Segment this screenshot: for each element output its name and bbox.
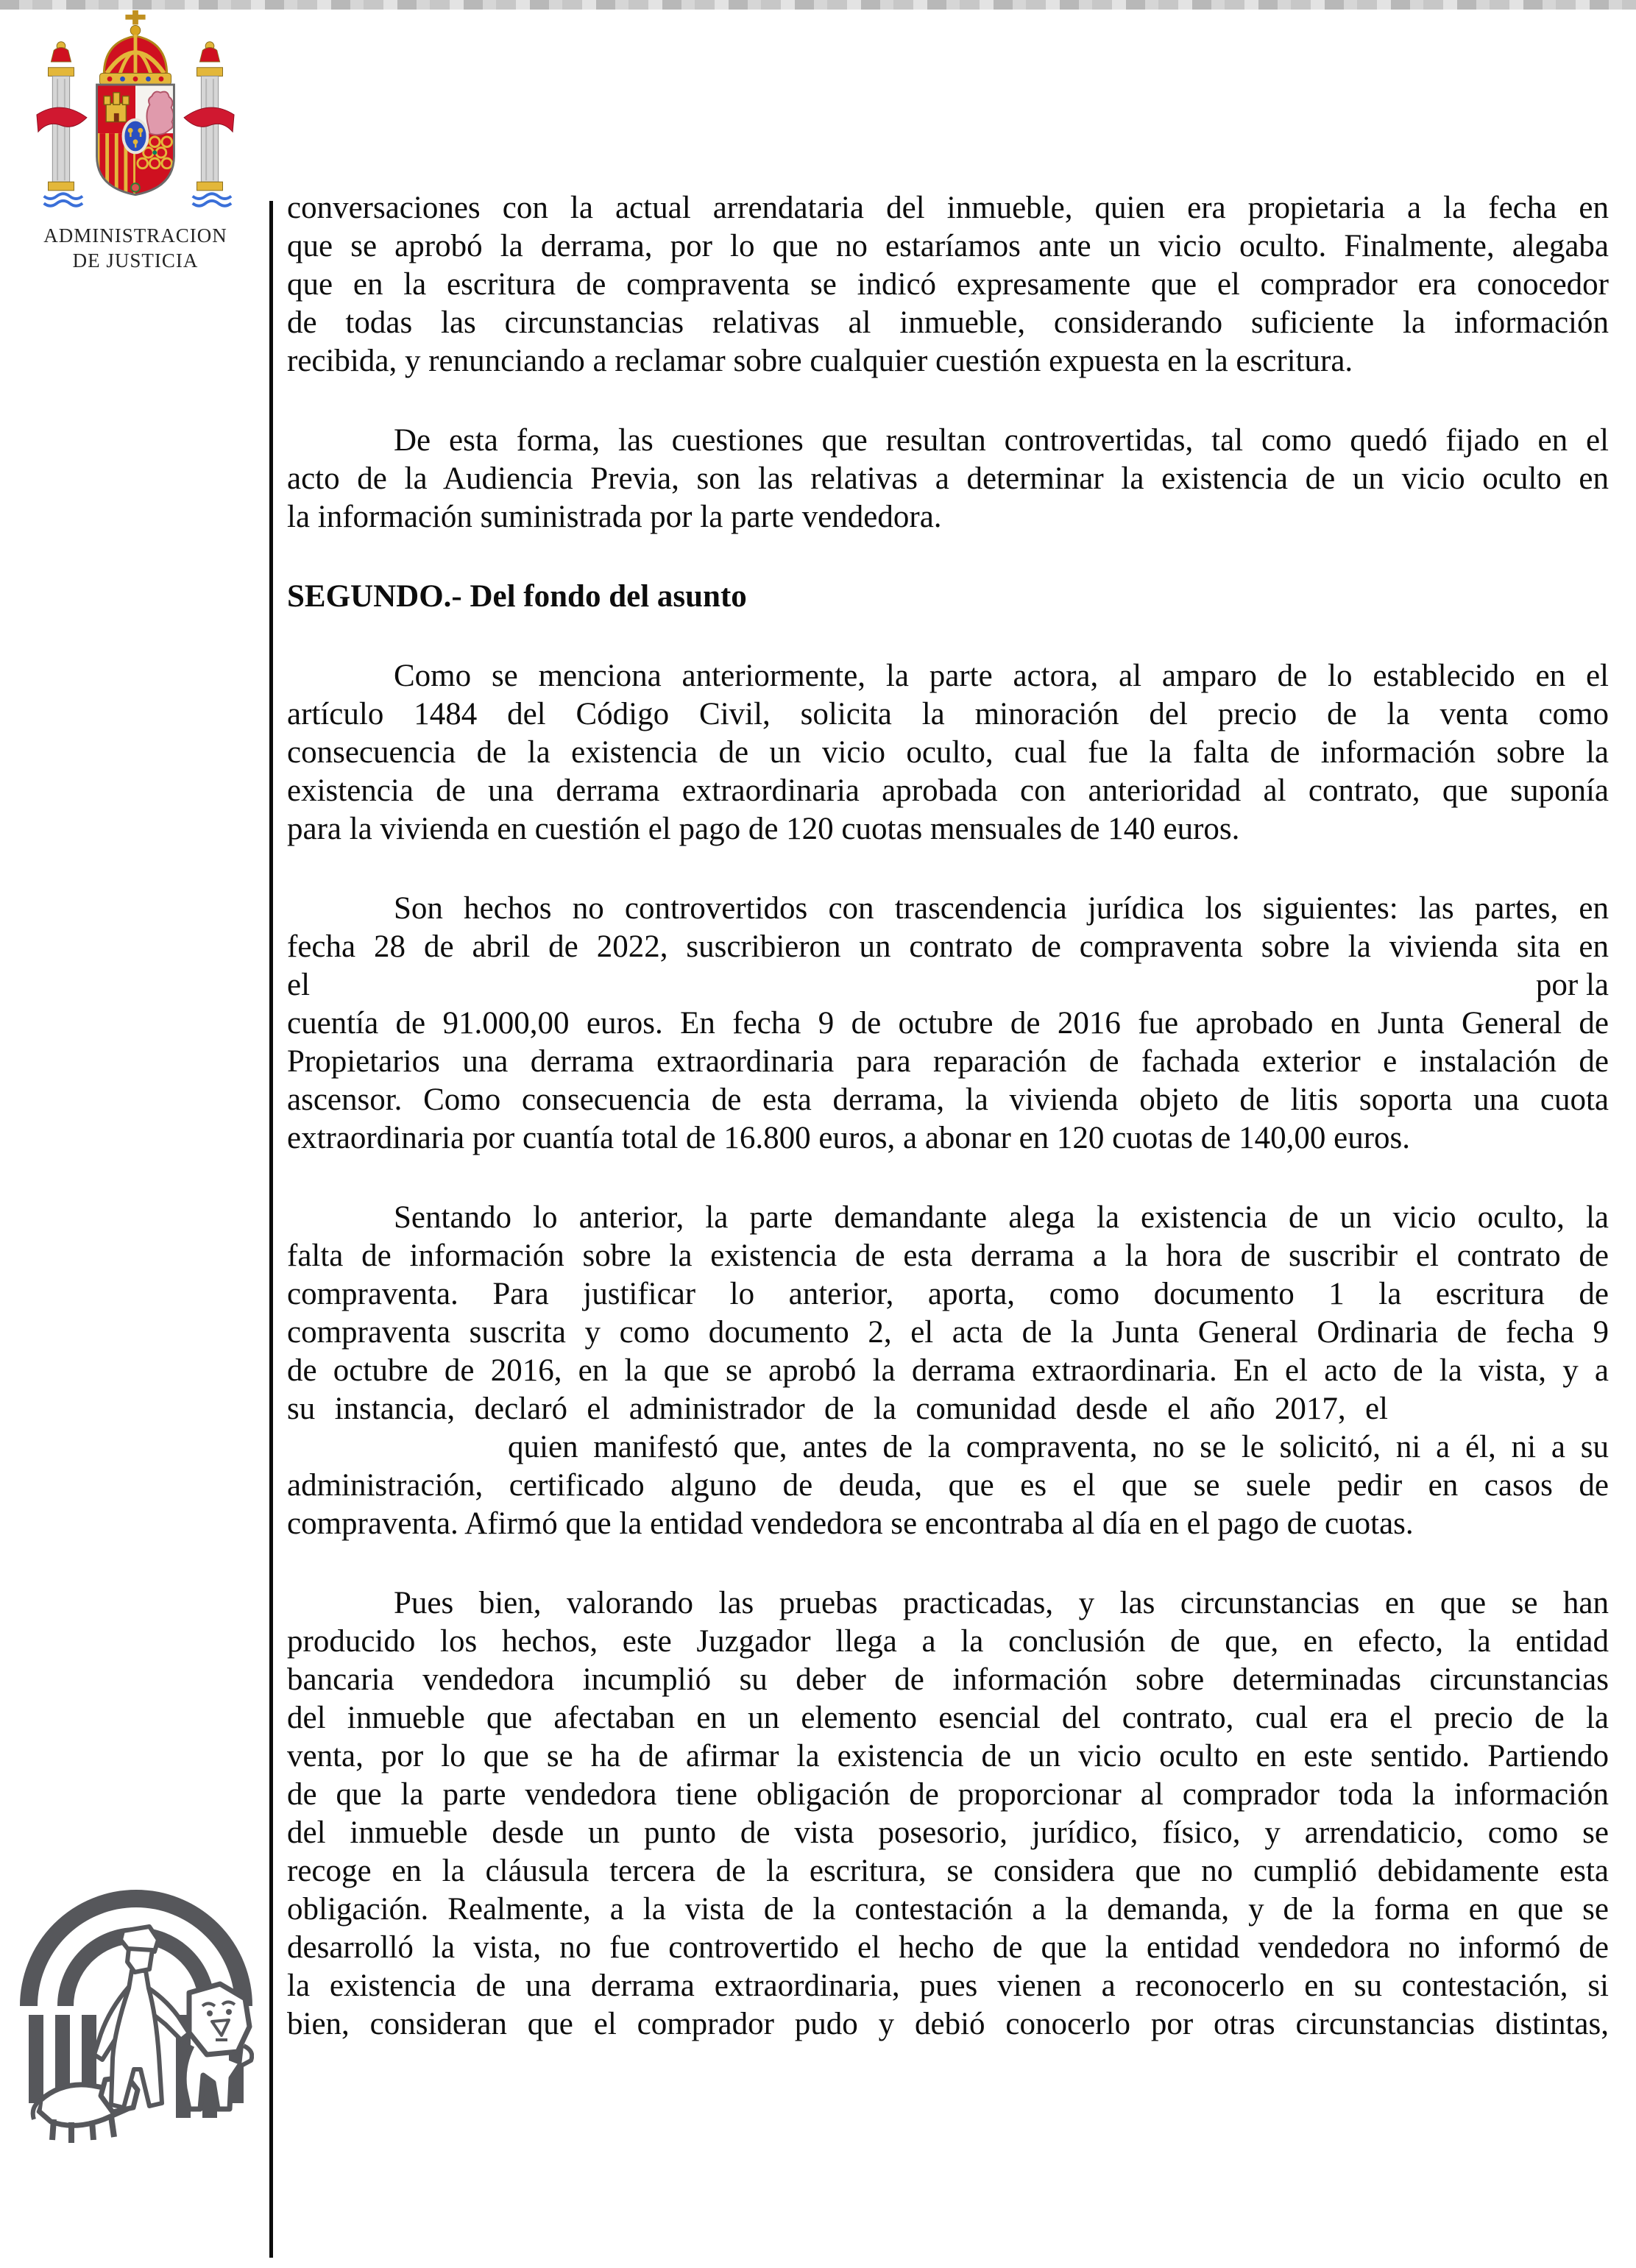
- paragraph: [287, 422, 1609, 536]
- text-line: existencia de una derrama extraordinaria aprobada con anterioridad al contrato, que suponía: [287, 773, 1609, 808]
- text-line: bancaria vendedora incumplió su deber de información sobre determinadas circunstancias: [287, 1662, 1609, 1697]
- text-line: bien, consideran que el comprador pudo y debió conocerlo por otras circunstancias distintas,: [287, 2007, 1609, 2041]
- text-line: que en la escritura de compraventa se indicó expresamente que el comprador era conocedor: [287, 267, 1609, 302]
- text-line: desarrolló la vista, no fue controvertido el hecho de que la entidad vendedora no informó de: [287, 1930, 1609, 1965]
- text-line-redacted: [287, 966, 1609, 1004]
- text-line: conversaciones con la actual arrendataria del inmueble, quien era propietaria a la fecha en: [287, 191, 1609, 225]
- text-line: venta, por lo que se ha de afirmar la existencia de un vicio oculto en este sentido. Partiendo: [287, 1739, 1609, 1773]
- junta-andalucia-emblem-icon: [18, 1860, 254, 2162]
- margin-divider-line: [269, 201, 273, 2258]
- admin-justicia-caption: [35, 223, 236, 273]
- text-line: la existencia de una derrama extraordinaria, pues vienen a reconocerlo en su contestación, si: [287, 1968, 1609, 2003]
- granada-pomegranate: [131, 183, 140, 192]
- caption-line-1: ADMINISTRACION: [43, 224, 227, 247]
- text-line: la información suministrada por la parte vendedora.: [287, 500, 942, 534]
- text-line-redacted: quien manifestó que, antes de la compraventa, no se le solicitó, ni a él, ni a su: [508, 1430, 1609, 1464]
- spain-coat-of-arms-icon: [35, 7, 236, 215]
- text-line: fecha 28 de abril de 2022, suscribieron un contrato de compraventa sobre la vivienda sita en: [287, 929, 1609, 964]
- scan-artifact-strip: [0, 0, 1636, 10]
- text-line: del inmueble desde un punto de vista posesorio, jurídico, físico, y arrendaticio, como se: [287, 1815, 1609, 1850]
- text-line: obligación. Realmente, a la vista de la contestación a la demanda, y de la forma en que se: [287, 1892, 1609, 1927]
- text-line: de que la parte vendedora tiene obligación de proporcionar al comprador toda la información: [287, 1777, 1609, 1812]
- text-line: Sentando lo anterior, la parte demandante alega la existencia de un vicio oculto, la: [394, 1200, 1609, 1235]
- castle-door: [114, 113, 119, 122]
- text-line: administración, certificado alguno de deuda, que es el que se suele pedir en casos de: [287, 1468, 1609, 1503]
- text-line: Pues bien, valorando las pruebas practicadas, y las circunstancias en que se han: [394, 1586, 1609, 1620]
- text-line: que se aprobó la derrama, por lo que no estaríamos ante un vicio oculto. Finalmente, alegaba: [287, 229, 1609, 263]
- split-line-right: por la: [1535, 968, 1609, 1002]
- text-line: de todas las circunstancias relativas al inmueble, considerando suficiente la información: [287, 305, 1609, 340]
- text-line: acto de la Audiencia Previa, son las relativas a determinar la existencia de un vicio oculto en: [287, 461, 1609, 496]
- text-line: extraordinaria por cuantía total de 16.800 euros, a abonar en 120 cuotas de 140,00 euros.: [287, 1121, 1410, 1155]
- text-line-redacted: su instancia, declaró el administrador de la comunidad desde el año 2017, el: [287, 1392, 1388, 1426]
- paragraph: [287, 1199, 1609, 1543]
- text-line: compraventa suscrita y como documento 2, el acta de la Junta General Ordinaria de fecha 9: [287, 1315, 1609, 1350]
- text-line: para la vivienda en cuestión el pago de 120 cuotas mensuales de 140 euros.: [287, 812, 1240, 846]
- text-line: Propietarios una derrama extraordinaria para reparación de fachada exterior e instalación de: [287, 1044, 1609, 1079]
- text-line: recoge en la cláusula tercera de la escritura, se considera que no cumplió debidamente esta: [287, 1854, 1609, 1888]
- caption-line-2: DE JUSTICIA: [72, 249, 199, 272]
- paragraph: [287, 890, 1609, 1158]
- text-line: SEGUNDO.- Del fondo del asunto: [287, 579, 747, 614]
- text-line: Como se menciona anteriormente, la parte actora, al amparo de lo establecido en el: [394, 659, 1609, 693]
- section-heading: [287, 578, 1609, 616]
- text-line: Son hechos no controvertidos con trascendencia jurídica los siguientes: las partes, en: [394, 891, 1609, 926]
- bourbon-oval: [123, 120, 147, 153]
- split-line-left: el: [287, 968, 311, 1002]
- text-line: falta de información sobre la existencia de esta derrama a la hora de suscribir el contrato de: [287, 1238, 1609, 1273]
- text-line: recibida, y renunciando a reclamar sobre cualquier cuestión expuesta en la escritura.: [287, 344, 1353, 378]
- text-line: artículo 1484 del Código Civil, solicita la minoración del precio de la venta como: [287, 697, 1609, 731]
- paragraph: [287, 189, 1609, 380]
- text-line: cuentía de 91.000,00 euros. En fecha 9 de octubre de 2016 fue aprobado en Junta General de: [287, 1006, 1609, 1041]
- text-line: compraventa. Para justificar lo anterior, aporta, como documento 1 la escritura de: [287, 1277, 1609, 1311]
- text-line: De esta forma, las cuestiones que resultan controvertidas, tal como quedó fijado en el: [394, 423, 1609, 458]
- text-line: producido los hechos, este Juzgador llega a la conclusión de que, en efecto, la entidad: [287, 1624, 1609, 1659]
- paragraph: [287, 657, 1609, 848]
- document-body: [287, 189, 1609, 2044]
- text-line: ascensor. Como consecuencia de esta derrama, la vivienda objeto de litis soporta una cuota: [287, 1082, 1609, 1117]
- text-line: del inmueble que afectaban en un elemento esencial del contrato, cual era el precio de la: [287, 1701, 1609, 1735]
- paragraph: [287, 1584, 1609, 2044]
- text-line: compraventa. Afirmó que la entidad vendedora se encontraba al día en el pago de cuotas.: [287, 1506, 1414, 1541]
- text-line: de octubre de 2016, en la que se aprobó la derrama extraordinaria. En el acto de la vista, y a: [287, 1353, 1609, 1388]
- royal-crown: [99, 10, 171, 85]
- text-line: consecuencia de la existencia de un vicio oculto, cual fue la falta de información sobre la: [287, 735, 1609, 770]
- letterhead: [35, 7, 236, 273]
- leon-lion: [146, 92, 173, 135]
